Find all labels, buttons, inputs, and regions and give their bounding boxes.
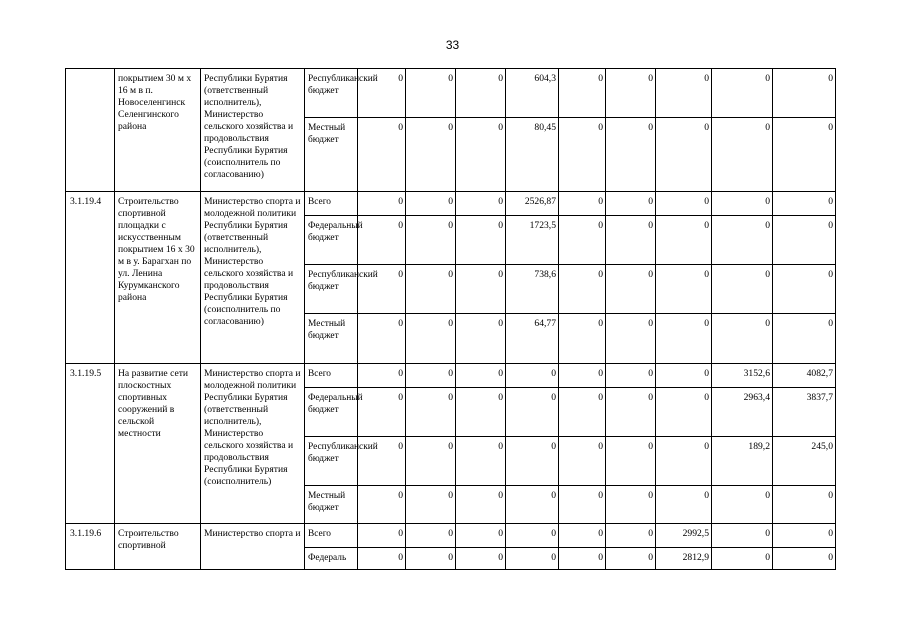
value-cell: 0: [559, 524, 606, 548]
value-cell: 0: [456, 524, 506, 548]
value-cell: 0: [606, 548, 656, 570]
value-cell: 0: [406, 192, 456, 216]
value-cell: 0: [656, 265, 712, 314]
value-cell: 0: [656, 192, 712, 216]
value-cell: 0: [559, 388, 606, 437]
table-row: [66, 69, 836, 118]
funding-source: Всего: [305, 524, 358, 548]
value-cell: 738,6: [506, 265, 559, 314]
funding-source: Всего: [305, 192, 358, 216]
value-cell: 0: [456, 265, 506, 314]
value-cell: 0: [656, 69, 712, 118]
value-cell: 0: [656, 437, 712, 486]
value-cell: 0: [358, 314, 406, 364]
value-cell: 80,45: [506, 118, 559, 192]
value-cell: 2526,87: [506, 192, 559, 216]
funding-source: Местный бюджет: [305, 486, 358, 524]
value-cell: 0: [773, 118, 836, 192]
value-cell: 0: [406, 437, 456, 486]
value-cell: 0: [773, 314, 836, 364]
value-cell: 0: [456, 192, 506, 216]
value-cell: 0: [358, 118, 406, 192]
value-cell: 0: [656, 364, 712, 388]
value-cell: 0: [406, 69, 456, 118]
value-cell: 0: [656, 216, 712, 265]
funding-source: Местный бюджет: [305, 118, 358, 192]
value-cell: 0: [456, 216, 506, 265]
value-cell: 0: [712, 548, 773, 570]
value-cell: 0: [712, 192, 773, 216]
value-cell: 2812,9: [656, 548, 712, 570]
value-cell: 0: [406, 216, 456, 265]
value-cell: 0: [559, 118, 606, 192]
value-cell: 0: [606, 118, 656, 192]
value-cell: 0: [606, 192, 656, 216]
funding-source: Федеральный бюджет: [305, 388, 358, 437]
value-cell: 3152,6: [712, 364, 773, 388]
value-cell: 0: [406, 548, 456, 570]
value-cell: 189,2: [712, 437, 773, 486]
value-cell: 0: [406, 118, 456, 192]
value-cell: 0: [506, 548, 559, 570]
value-cell: 0: [456, 314, 506, 364]
value-cell: 0: [559, 216, 606, 265]
value-cell: 0: [712, 118, 773, 192]
value-cell: 0: [559, 437, 606, 486]
value-cell: 0: [606, 69, 656, 118]
value-cell: 3837,7: [773, 388, 836, 437]
funding-source: Федеральный бюджет: [305, 216, 358, 265]
value-cell: 0: [773, 192, 836, 216]
value-cell: 0: [559, 486, 606, 524]
value-cell: 0: [456, 548, 506, 570]
funding-source: Местный бюджет: [305, 314, 358, 364]
value-cell: 0: [656, 314, 712, 364]
budget-table: [65, 68, 836, 570]
table-row: [66, 192, 836, 216]
measure-executor: Министерство спорта и молодежной политики Республики Бурятия (ответственный исполнитель), Министерство сельского хозяйства и продовольствия Республики Бурятия (соисполнитель): [201, 364, 305, 524]
measure-code: [66, 69, 115, 192]
funding-source: Республиканский бюджет: [305, 69, 358, 118]
value-cell: 0: [656, 486, 712, 524]
value-cell: 0: [506, 364, 559, 388]
value-cell: 0: [606, 524, 656, 548]
measure-executor: Республики Бурятия (ответственный исполнитель), Министерство сельского хозяйства и продовольствия Республики Бурятия (соисполнитель по согласованию): [201, 69, 305, 192]
value-cell: 0: [406, 388, 456, 437]
measure-name: На развитие сети плоскостных спортивных сооружений в сельской местности: [115, 364, 201, 524]
value-cell: 0: [358, 192, 406, 216]
measure-code: 3.1.19.6: [66, 524, 115, 570]
value-cell: 0: [656, 388, 712, 437]
value-cell: 0: [606, 265, 656, 314]
funding-source: Всего: [305, 364, 358, 388]
value-cell: 0: [456, 69, 506, 118]
value-cell: 0: [406, 486, 456, 524]
measure-executor: Министерство спорта и молодежной политики Республики Бурятия (ответственный исполнитель), Министерство сельского хозяйства и продовольствия Республики Бурятия (соисполнитель по согласованию): [201, 192, 305, 364]
value-cell: 0: [406, 265, 456, 314]
value-cell: 0: [559, 69, 606, 118]
value-cell: 0: [773, 265, 836, 314]
value-cell: 0: [773, 216, 836, 265]
value-cell: 0: [358, 486, 406, 524]
value-cell: 0: [559, 364, 606, 388]
value-cell: 0: [358, 548, 406, 570]
value-cell: 0: [506, 437, 559, 486]
value-cell: 0: [358, 69, 406, 118]
value-cell: 0: [712, 69, 773, 118]
value-cell: 0: [773, 548, 836, 570]
measure-code: 3.1.19.5: [66, 364, 115, 524]
value-cell: 0: [712, 314, 773, 364]
value-cell: 64,77: [506, 314, 559, 364]
value-cell: 0: [358, 216, 406, 265]
value-cell: 0: [506, 486, 559, 524]
value-cell: 2992,5: [656, 524, 712, 548]
measure-name: Строительство спортивной площадки с искусственным покрытием 16 х 30 м в у. Барагхан по ул. Ленина Курумканского района: [115, 192, 201, 364]
value-cell: 0: [456, 118, 506, 192]
value-cell: 0: [773, 524, 836, 548]
measure-executor: Министерство спорта и: [201, 524, 305, 570]
value-cell: 0: [712, 524, 773, 548]
value-cell: 0: [656, 118, 712, 192]
value-cell: 0: [559, 548, 606, 570]
measure-code: 3.1.19.4: [66, 192, 115, 364]
value-cell: 0: [559, 314, 606, 364]
value-cell: 0: [773, 486, 836, 524]
value-cell: 0: [358, 524, 406, 548]
value-cell: 0: [358, 388, 406, 437]
funding-source: Республиканский бюджет: [305, 265, 358, 314]
value-cell: 0: [559, 265, 606, 314]
value-cell: 0: [606, 486, 656, 524]
page-number: 33: [445, 38, 460, 52]
value-cell: 0: [406, 314, 456, 364]
value-cell: 0: [606, 437, 656, 486]
table-row: [66, 524, 836, 548]
value-cell: 0: [456, 486, 506, 524]
value-cell: 0: [712, 216, 773, 265]
value-cell: 604,3: [506, 69, 559, 118]
value-cell: 0: [606, 314, 656, 364]
value-cell: 0: [606, 216, 656, 265]
value-cell: 0: [606, 388, 656, 437]
value-cell: 0: [358, 437, 406, 486]
value-cell: 0: [456, 388, 506, 437]
measure-name: покрытием 30 м х 16 м в п. Новоселенгинск Селенгинского района: [115, 69, 201, 192]
value-cell: 245,0: [773, 437, 836, 486]
value-cell: 0: [456, 364, 506, 388]
value-cell: 0: [406, 364, 456, 388]
value-cell: 0: [358, 364, 406, 388]
value-cell: 0: [456, 437, 506, 486]
measure-name: Строительство спортивной: [115, 524, 201, 570]
value-cell: 0: [506, 524, 559, 548]
funding-source: Федераль: [305, 548, 358, 570]
value-cell: 0: [712, 486, 773, 524]
value-cell: 0: [559, 192, 606, 216]
value-cell: 0: [406, 524, 456, 548]
value-cell: 1723,5: [506, 216, 559, 265]
value-cell: 2963,4: [712, 388, 773, 437]
funding-source: Республиканский бюджет: [305, 437, 358, 486]
value-cell: 0: [712, 265, 773, 314]
value-cell: 0: [358, 265, 406, 314]
table-row: [66, 364, 836, 388]
value-cell: 0: [506, 388, 559, 437]
value-cell: 4082,7: [773, 364, 836, 388]
value-cell: 0: [606, 364, 656, 388]
value-cell: 0: [773, 69, 836, 118]
